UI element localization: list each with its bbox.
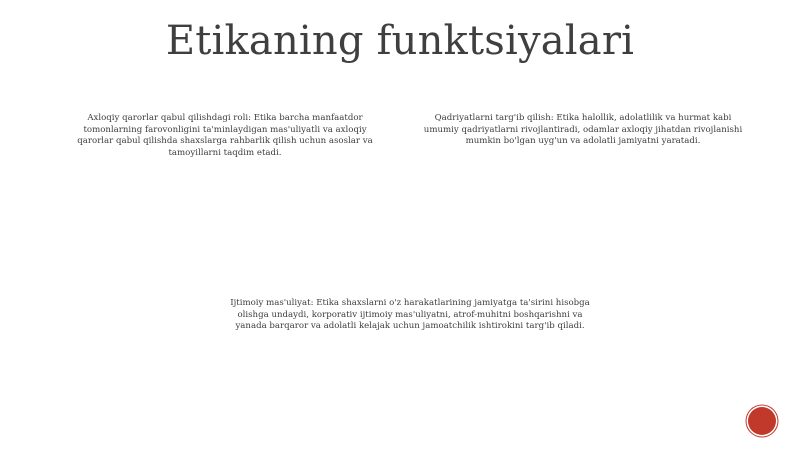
text-block-social-responsibility: Ijtimoiy mas'uliyat: Etika shaxslarni o'z harakatlarining jamiyatga ta'sirini hisobga olishga undaydi, korporativ ijtimoiy mas'uliyatni, atrof-muhitni boshqarishni va yanada barqaror va adolatli kelajak uchun jamoatchilik ishtirokini targ'ib qiladi. xyxy=(230,298,590,331)
next-slide-button[interactable] xyxy=(748,407,776,435)
text-block-promoting-values: Qadriyatlarni targ'ib qilish: Etika halollik, adolatlilik va hurmat kabi umumiy qadriyatlarni rivojlantiradi, odamlar axloqiy jihatdan rivojlanishi mumkin bo'lgan uyg'un va adolatli jamiyatni yaratadi. xyxy=(423,113,743,146)
text-block-decision-making: Axloqiy qarorlar qabul qilishdagi roli: Etika barcha manfaatdor tomonlarning farovonligini ta'minlaydigan mas'uliyatli va axloqiy qarorlar qabul qilishda shaxslarga rahbarlik qilish uchun asoslar va tamoyillarni taqdim etadi. xyxy=(77,113,373,158)
slide-title: Etikaning funktsiyalari xyxy=(165,18,635,64)
